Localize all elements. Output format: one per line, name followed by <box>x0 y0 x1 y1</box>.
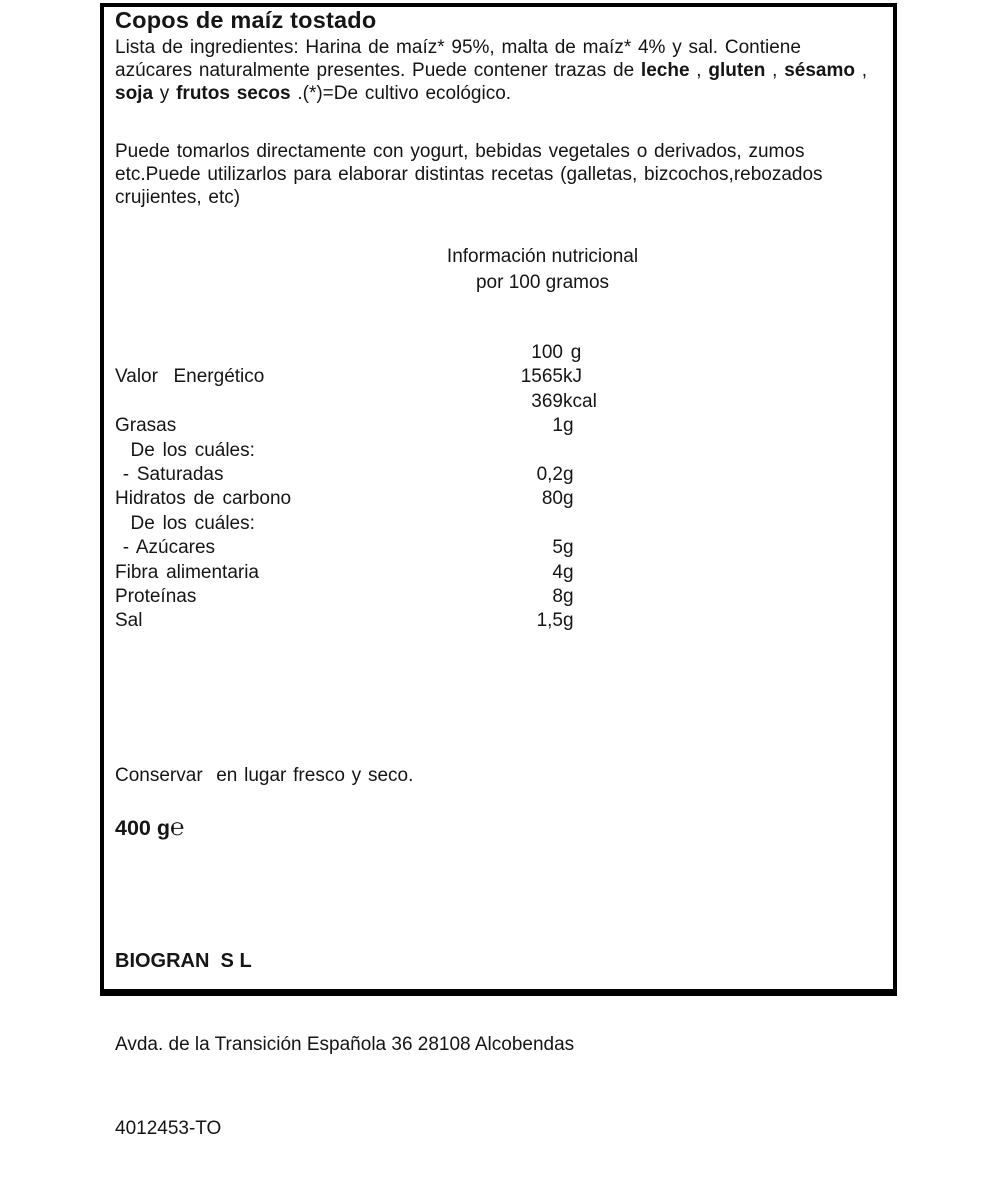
value-amount: 1,5 <box>536 610 563 632</box>
allergen-frutos-secos: frutos secos <box>176 83 291 104</box>
nutrition-row-of-which-carb <box>115 512 889 536</box>
value-unit: g <box>563 342 582 363</box>
value-unit: g <box>563 415 574 437</box>
nutrition-table <box>115 341 889 634</box>
label-frame <box>100 3 897 1139</box>
ingredients-text <box>115 36 871 105</box>
value-amount: 5 <box>552 537 563 559</box>
value-amount <box>445 439 563 463</box>
value-unit: kJ <box>563 366 582 388</box>
nutrition-row-protein <box>115 585 889 609</box>
row-label: Grasas <box>115 415 177 437</box>
allergen-sesamo: sésamo <box>784 60 855 81</box>
value-amount: 1565 <box>520 366 563 388</box>
value-amount: 369 <box>531 390 563 412</box>
row-label: - Saturadas <box>115 463 224 485</box>
allergen-soja: soja <box>115 83 154 104</box>
value-amount: 8 <box>552 585 563 607</box>
nutrition-heading <box>196 244 889 296</box>
row-label: - Azúcares <box>115 537 216 559</box>
nutrition-row-fibre <box>115 561 889 585</box>
row-label: De los cuáles: <box>115 512 255 534</box>
ingredients-segment: , <box>765 60 785 81</box>
nutrition-row-saturates <box>115 463 889 487</box>
value-unit: g <box>563 610 574 632</box>
value-amount: 4 <box>552 561 563 583</box>
product-title: Copos de maíz tostado <box>115 7 377 33</box>
usage-text: Puede tomarlos directamente con yogurt, bebidas vegetales o derivados, zumos etc.Puede utilizarlos para elaborar distintas recetas (galletas, bizcochos,rebozados crujientes, etc) <box>115 141 823 208</box>
value-unit: kcal <box>563 390 597 412</box>
storage-instructions: Conservar en lugar fresco y seco. <box>115 765 414 786</box>
ingredients-segment: .(*)=De cultivo ecológico. <box>290 83 512 104</box>
manufacturer-name: BIOGRAN S L <box>115 950 252 972</box>
allergen-leche: leche <box>640 60 690 81</box>
row-label: Hidratos de carbono <box>115 488 292 510</box>
row-label: De los cuáles: <box>115 439 255 461</box>
manufacturer-code: 4012453-TO <box>115 1118 222 1139</box>
value-amount: 1 <box>552 415 563 437</box>
value-unit: g <box>563 488 574 510</box>
value-unit: g <box>563 463 574 485</box>
value-amount: 80 <box>541 488 563 510</box>
ingredients-segment: Lista de ingredientes: Harina de maíz* 95%, malta de maíz* 4% y sal. Contiene azúcares naturalmente presentes. Puede contener trazas de <box>115 37 801 81</box>
value-amount <box>445 512 563 536</box>
nutrition-row-fat <box>115 414 889 438</box>
value-unit: g <box>563 585 574 607</box>
value-unit: g <box>563 561 574 583</box>
value-unit: g <box>563 537 574 559</box>
value-amount: 100 <box>531 342 563 363</box>
manufacturer-address: Avda. de la Transición Española 36 28108 Alcobendas <box>115 1034 575 1055</box>
ingredients-segment: , <box>689 60 709 81</box>
allergen-gluten: gluten <box>708 60 766 81</box>
ingredients-segment: y <box>153 83 177 104</box>
nutrition-row-sugars <box>115 536 889 560</box>
row-label: Valor Energético <box>115 366 265 388</box>
row-label: Proteínas <box>115 585 197 607</box>
estimated-sign-icon: ℮ <box>169 814 185 841</box>
row-label: Fibra alimentaria <box>115 561 259 583</box>
nutrition-row-carbohydrate <box>115 487 889 511</box>
nutrition-heading-title: Información nutricional <box>446 246 639 267</box>
manufacturer-block <box>115 891 875 1199</box>
nutrition-row-of-which-fat <box>115 439 889 463</box>
nutrition-row-energy-kcal <box>115 390 889 414</box>
net-weight <box>115 815 184 841</box>
nutrition-row-header <box>115 341 889 365</box>
nutrition-row-energy-kj <box>115 365 889 389</box>
ingredients-segment: , <box>854 60 868 81</box>
nutrition-row-salt <box>115 609 889 633</box>
value-amount: 0,2 <box>536 463 563 485</box>
row-label: Sal <box>115 610 143 632</box>
net-weight-value: 400 g <box>115 816 170 840</box>
nutrition-heading-subtitle: por 100 gramos <box>475 272 610 293</box>
row-label <box>115 390 445 414</box>
